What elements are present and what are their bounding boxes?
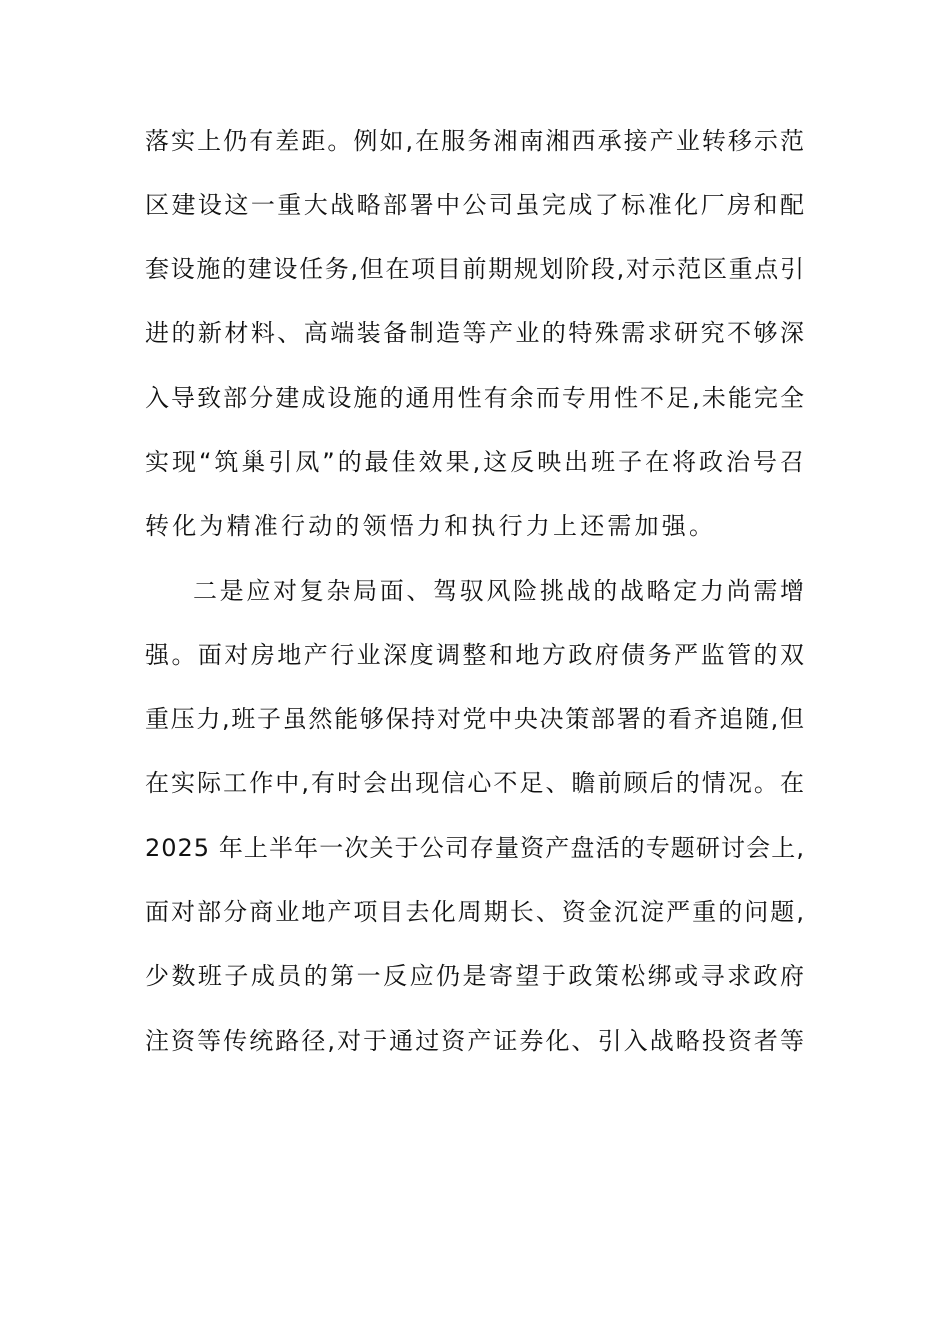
- paragraph-line: 2025 年上半年一次关于公司存量资产盘活的专题研讨会上,: [145, 834, 805, 862]
- paragraph-first-line-indented: 二是应对复杂局面、驾驭风险挑战的战略定力尚需增: [193, 577, 805, 605]
- paragraph-line: 套设施的建设任务,但在项目前期规划阶段,对示范区重点引: [145, 255, 805, 283]
- paragraph-line: 进的新材料、高端装备制造等产业的特殊需求研究不够深: [145, 319, 805, 347]
- paragraph-line: 重压力,班子虽然能够保持对党中央决策部署的看齐追随,但: [145, 705, 805, 733]
- paragraph-line: 面对部分商业地产项目去化周期长、资金沉淀严重的问题,: [145, 898, 805, 926]
- paragraph-last-line: 转化为精准行动的领悟力和执行力上还需加强。: [145, 512, 717, 540]
- paragraph-line: 区建设这一重大战略部署中公司虽完成了标准化厂房和配: [145, 191, 805, 219]
- paragraph-line: 注资等传统路径,对于通过资产证券化、引入战略投资者等: [145, 1027, 805, 1055]
- paragraph-line: 实现“筑巢引凤”的最佳效果,这反映出班子在将政治号召: [145, 448, 805, 476]
- paragraph-line: 在实际工作中,有时会出现信心不足、瞻前顾后的情况。在: [145, 769, 805, 797]
- paragraph-line: 少数班子成员的第一反应仍是寄望于政策松绑或寻求政府: [145, 962, 805, 990]
- paragraph-line: 入导致部分建成设施的通用性有余而专用性不足,未能完全: [145, 384, 805, 412]
- paragraph-line: 落实上仍有差距。例如,在服务湘南湘西承接产业转移示范: [145, 127, 805, 155]
- paragraph-line: 强。面对房地产行业深度调整和地方政府债务严监管的双: [145, 641, 805, 669]
